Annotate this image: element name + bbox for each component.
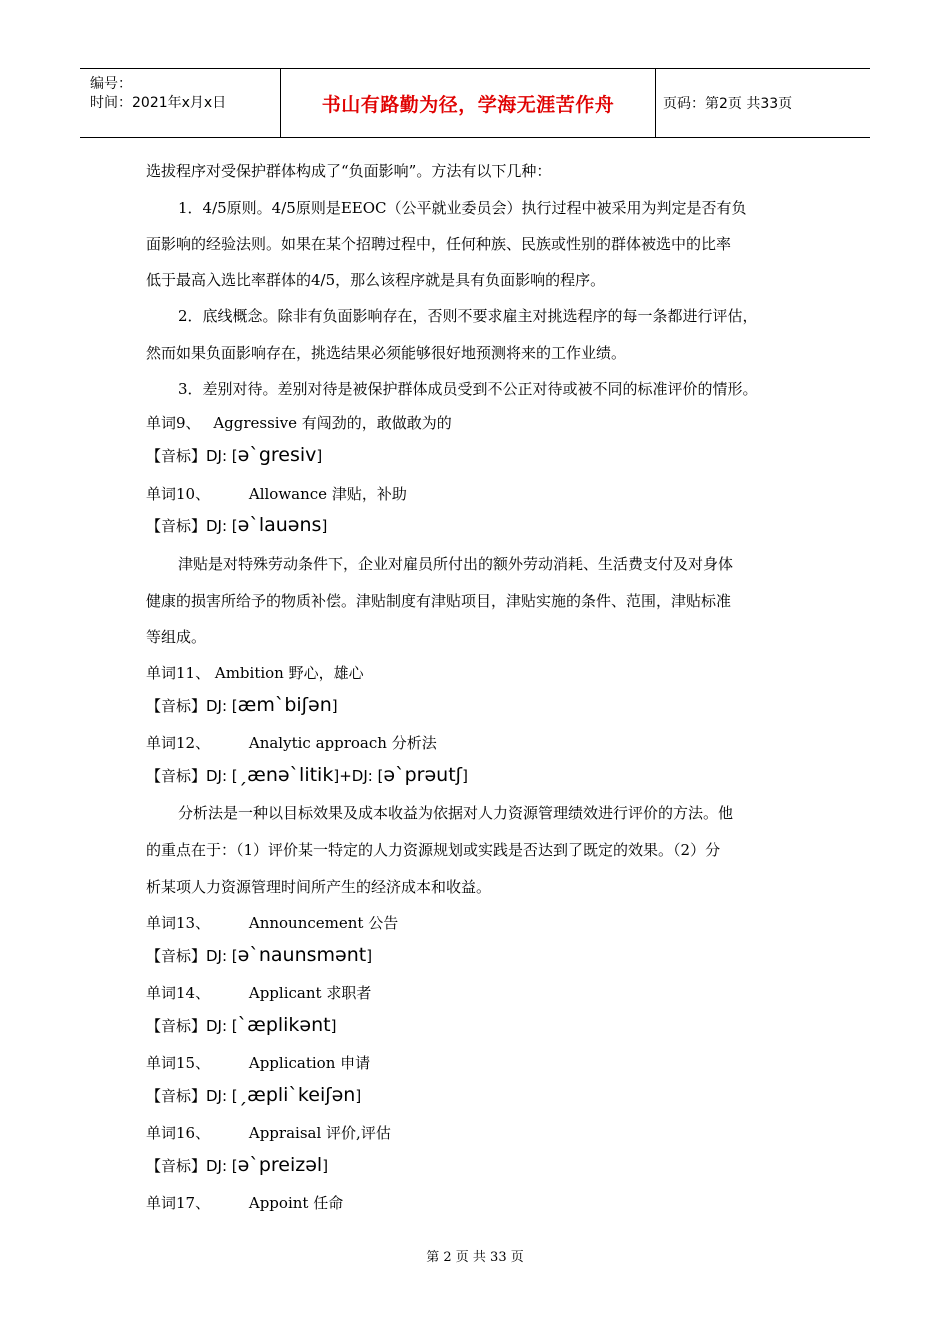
phonetic-12 <box>146 764 468 787</box>
phonetic-14 <box>146 1014 336 1037</box>
word-meaning: 评价,评估 <box>326 1124 391 1142</box>
word-term: Announcement <box>248 914 364 932</box>
word-meaning: 任命 <box>313 1194 344 1212</box>
phonetic-text: ˏæpli`keiʃən <box>237 1084 356 1106</box>
paragraph-line: 面影响的经验法则。如果在某个招聘过程中，任何种族、民族或性别的群体被选中的比率 <box>146 235 732 253</box>
phonetic-13 <box>146 944 372 967</box>
word-entry-17 <box>146 1193 343 1213</box>
paragraph-line: 低于最高入选比率群体的4/5，那么该程序就是具有负面影响的程序。 <box>146 271 606 289</box>
phonetic-suffix: ] <box>330 1017 337 1035</box>
phonetic-text: æm`biʃən <box>237 694 332 716</box>
word-term: Appoint <box>248 1194 309 1212</box>
word-term: Aggressive <box>213 414 297 432</box>
phonetic-15 <box>146 1084 361 1107</box>
phonetic-suffix: ] <box>316 447 323 465</box>
phonetic-suffix: ] <box>331 697 338 715</box>
phonetic-text: ə`naunsmənt <box>237 944 367 966</box>
word-entry-10 <box>146 484 407 504</box>
phonetic-prefix: 【音标】DJ: [ <box>146 1017 238 1035</box>
header-page-cell <box>655 69 870 137</box>
word-entry-15 <box>146 1053 370 1073</box>
phonetic-suffix: ] <box>321 517 328 535</box>
phonetic-prefix: 【音标】DJ: [ <box>146 1157 238 1175</box>
paragraph-line: 津贴是对特殊劳动条件下，企业对雇员所付出的额外劳动消耗、生活费支付及对身体 <box>178 555 734 573</box>
phonetic-16 <box>146 1154 328 1177</box>
phonetic-text: ə`lauəns <box>237 514 322 536</box>
header-motto-cell <box>280 69 656 137</box>
paragraph-line: 健康的损害所给予的物质补偿。津贴制度有津贴项目，津贴实施的条件、范围，津贴标准 <box>146 592 732 610</box>
header-motto: 书山有路勤为径，学海无涯苦作舟 <box>321 93 615 116</box>
word-term: Applicant <box>248 984 322 1002</box>
header-page-info: 页码：第2页 共33页 <box>663 96 793 112</box>
doc-time-label: 时间：2021年x月x日 <box>90 95 227 111</box>
word-meaning: 申请 <box>340 1054 371 1072</box>
page-footer: 第 2 页 共 33 页 <box>426 1250 524 1265</box>
paragraph-line: 3．差别对待。差别对待是被保护群体成员受到不公正对待或被不同的标准评价的情形。 <box>178 380 758 398</box>
phonetic-10 <box>146 514 327 537</box>
phonetic-suffix: ] <box>462 767 468 785</box>
word-term: Appraisal <box>248 1124 322 1142</box>
phonetic-text: ə`gresiv <box>237 444 317 466</box>
word-entry-11 <box>146 663 364 683</box>
word-meaning: 津贴，补助 <box>331 485 407 503</box>
phonetic-9 <box>146 444 322 467</box>
word-term: Application <box>248 1054 336 1072</box>
word-label: 单词15、 <box>146 1054 211 1072</box>
word-label: 单词11、 <box>146 664 211 682</box>
word-label: 单词13、 <box>146 914 211 932</box>
phonetic-text: ə`preizəl <box>237 1154 323 1176</box>
paragraph-line: 分析法是一种以目标效果及成本收益为依据对人力资源管理绩效进行评价的方法。他 <box>178 804 734 822</box>
phonetic-11 <box>146 694 338 717</box>
paragraph-line: 2．底线概念。除非有负面影响存在，否则不要求雇主对挑选程序的每一条都进行评估， <box>178 307 758 325</box>
phonetic-prefix: 【音标】DJ: [ <box>146 517 238 535</box>
phonetic-text-2: ə`prəutʃ <box>383 764 463 786</box>
word-label: 单词9、 <box>146 414 201 432</box>
page-header <box>80 68 870 138</box>
phonetic-suffix: ] <box>366 947 373 965</box>
phonetic-prefix: 【音标】DJ: [ <box>146 767 238 785</box>
word-meaning: 有闯劲的，敢做敢为的 <box>301 414 452 432</box>
paragraph-line: 的重点在于：（1）评价某一特定的人力资源规划或实践是否达到了既定的效果。（2）分 <box>146 841 721 859</box>
paragraph-line: 选拔程序对受保护群体构成了“负面影响”。方法有以下几种： <box>146 162 552 180</box>
paragraph-line: 然而如果负面影响存在，挑选结果必须能够很好地预测将来的工作业绩。 <box>146 344 627 362</box>
phonetic-text: ˏænə`litik <box>237 764 334 786</box>
paragraph-line: 等组成。 <box>146 628 207 646</box>
word-term: Allowance <box>248 485 328 503</box>
word-meaning: 公告 <box>368 914 399 932</box>
phonetic-suffix: ] <box>355 1087 362 1105</box>
word-entry-14 <box>146 983 371 1003</box>
doc-number-label: 编号： <box>90 76 132 92</box>
phonetic-suffix: ] <box>322 1157 329 1175</box>
word-label: 单词17、 <box>146 1194 211 1212</box>
word-entry-16 <box>146 1123 391 1143</box>
phonetic-prefix: 【音标】DJ: [ <box>146 697 238 715</box>
word-label: 单词12、 <box>146 734 211 752</box>
word-label: 单词14、 <box>146 984 211 1002</box>
phonetic-mid: ]+DJ: [ <box>333 767 384 785</box>
word-meaning: 求职者 <box>326 984 372 1002</box>
phonetic-prefix: 【音标】DJ: [ <box>146 947 238 965</box>
word-term: Ambition <box>214 664 284 682</box>
word-entry-13 <box>146 913 398 933</box>
header-meta <box>80 69 280 137</box>
phonetic-prefix: 【音标】DJ: [ <box>146 1087 238 1105</box>
phonetic-text: `æplikənt <box>237 1014 331 1036</box>
word-label: 单词10、 <box>146 485 211 503</box>
phonetic-prefix: 【音标】DJ: [ <box>146 447 238 465</box>
word-meaning: 分析法 <box>391 734 437 752</box>
paragraph-line: 析某项人力资源管理时间所产生的经济成本和收益。 <box>146 878 492 896</box>
word-entry-9 <box>146 413 452 433</box>
word-meaning: 野心，雄心 <box>288 664 364 682</box>
paragraph-line: 1．4/5原则。4/5原则是EEOC（公平就业委员会）执行过程中被采用为判定是否有负 <box>178 199 747 217</box>
word-term: Analytic approach <box>248 734 387 752</box>
word-label: 单词16、 <box>146 1124 211 1142</box>
word-entry-12 <box>146 733 437 753</box>
